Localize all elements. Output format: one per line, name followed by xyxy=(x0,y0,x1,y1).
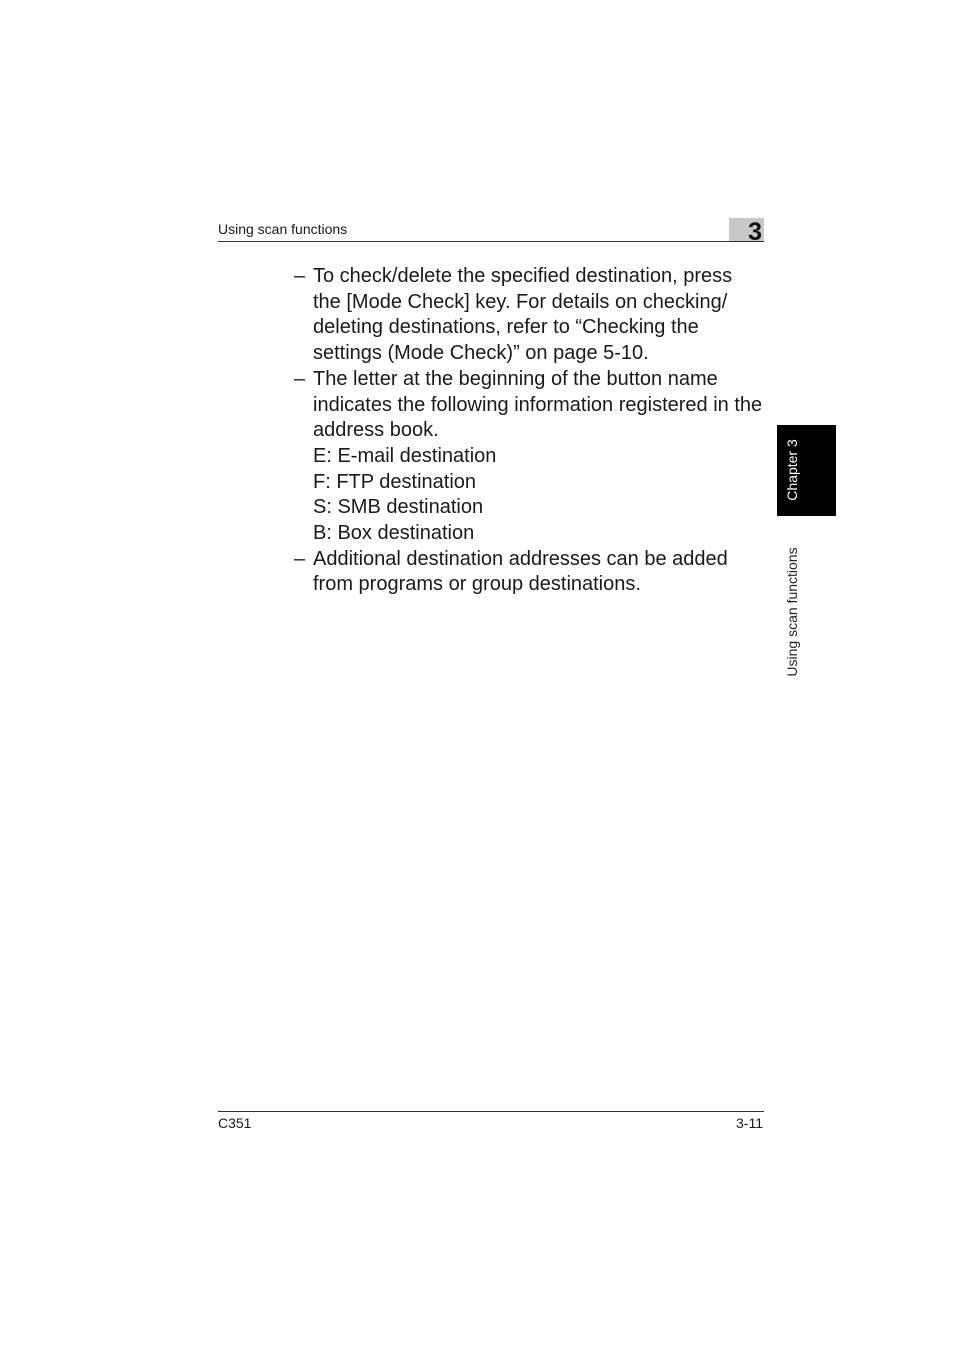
list-item: E: E-mail destination xyxy=(313,444,497,467)
bullet-dash: – xyxy=(294,367,306,390)
list-item: F: FTP destination xyxy=(313,470,477,493)
list-item: S: SMB destination xyxy=(313,496,484,519)
bullet-additional-destinations xyxy=(294,547,764,598)
chapter-number: 3 xyxy=(748,218,762,246)
footer-divider xyxy=(218,1111,764,1112)
header-divider xyxy=(218,241,764,242)
bullet-button-letter xyxy=(294,367,764,444)
section-side-tab-label: Using scan functions xyxy=(784,547,800,677)
list-item: B: Box destination xyxy=(313,522,475,545)
body-content xyxy=(294,264,764,598)
bullet-text: Additional destination addresses can be added from programs or group destinations. xyxy=(313,547,728,596)
chapter-side-tab-label: Chapter 3 xyxy=(784,439,800,501)
footer-page-number: 3-11 xyxy=(736,1115,763,1131)
bullet-dash: – xyxy=(294,547,306,570)
bullet-mode-check xyxy=(294,264,764,367)
running-header-title: Using scan functions xyxy=(218,221,348,237)
bullet-text: To check/delete the specified destination, press the [Mode Check] key. For details on checking/ deleting destinations, refer to “Checking the settings (Mode Check)” on page 5-10. xyxy=(313,265,733,365)
bullet-text: The letter at the beginning of the button name indicates the following information registered in the address book. xyxy=(313,367,763,442)
footer-model-name: C351 xyxy=(218,1115,252,1131)
chapter-number-box xyxy=(729,218,764,246)
bullet-dash: – xyxy=(294,265,306,287)
